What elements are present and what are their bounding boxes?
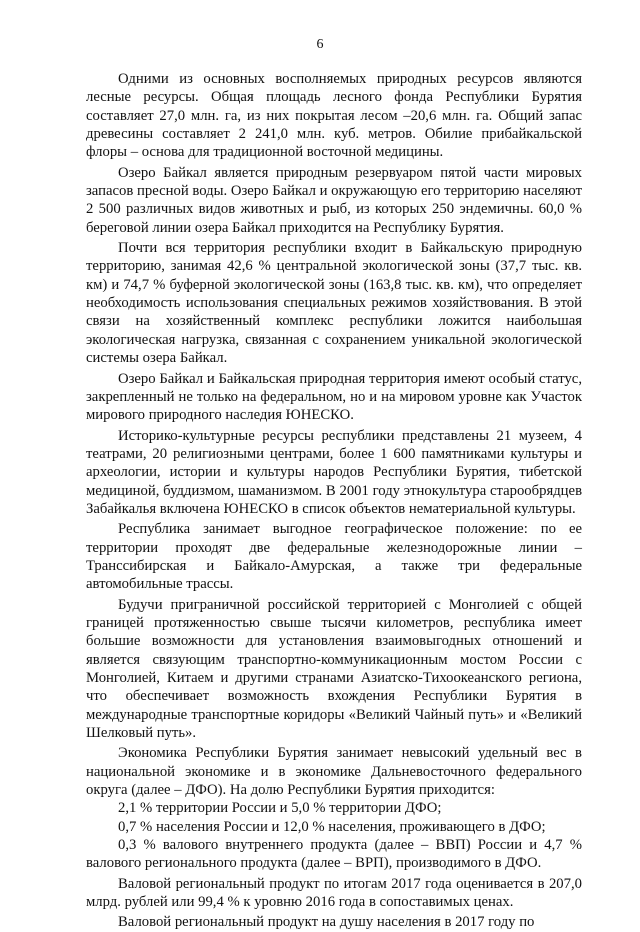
paragraph-unesco-status: Озеро Байкал и Байкальская природная территория имеют особый статус, закрепленный не только на федеральном, но и на мировом уровне как Участок мирового природного наследия ЮНЕСКО. xyxy=(86,370,582,424)
paragraph-grp-per-capita: Валовой региональный продукт на душу населения в 2017 году по xyxy=(118,914,535,931)
paragraph-lake-baikal-water: Озеро Байкал является природным резервуаром пятой части мировых запасов пресной воды. Озеро Байкал и окружающую его территорию населяют 2 500 различных видов животных и рыб, из которых 250 эндемичны. 60,0 % береговой линии озера Байкал приходится на Республику Бурятия. xyxy=(86,164,582,236)
list-item-territory: 2,1 % территории России и 5,0 % территории ДФО; xyxy=(118,800,442,817)
paragraph-border-mongolia: Будучи приграничной российской территорией с Монголией с общей границей протяженностью свыше тысячи километров, республика имеет большие возможности для установления взаимовыгодных отношений и является связующим транспортно-коммуникационным мостом России с Монголией, Китаем и другими странами Азиатско-Тихоокеанского региона, что обеспечивает возможность вхождения Республики Бурятия в международные транспортные коридоры «Великий Чайный путь» и «Великий Шелковый путь». xyxy=(86,596,582,742)
page-number: 6 xyxy=(316,37,324,52)
paragraph-forest-resources: Одними из основных восполняемых природных ресурсов являются лесные ресурсы. Общая площадь лесного фонда Республики Бурятия составляет 27,0 млн. га, из них покрытая лесом –20,6 млн. га. Общий запас древесины составляет 2 241,0 млн. куб. метров. Обилие прибайкальской флоры – основа для традиционной восточной медицины. xyxy=(86,71,582,161)
paragraph-cultural-resources: Историко-культурные ресурсы республики представлены 21 музеем, 4 театрами, 20 религиозными центрами, более 1 600 памятниками культуры и археологии, истории и культуры народов Республики Бурятия, тибетской медициной, буддизмом, шаманизмом. В 2001 году этнокультура старообрядцев Забайкалья включена ЮНЕСКО в список объектов нематериальной культуры. xyxy=(86,427,582,517)
paragraph-baikal-territory: Почти вся территория республики входит в Байкальскую природную территорию, занимая 42,6 % центральной экологической зоны (37,7 тыс. кв. км) и 74,7 % буферной экологической зоны (163,8 тыс. кв. км), что определяет необходимость использования специальных режимов хозяйствования. В этой связи на хозяйственный комплекс республики ложится наибольшая экологическая нагрузка, связанная с сохранением уникальной экологической системы озера Байкал. xyxy=(86,240,582,367)
list-item-population: 0,7 % населения России и 12,0 % населения, проживающего в ДФО; xyxy=(118,818,546,835)
document-body xyxy=(86,70,582,932)
list-item-gdp: 0,3 % валового внутреннего продукта (далее – ВВП) России и 4,7 % валового регионального продукта (далее – ВРП), производимого в ДФО. xyxy=(86,837,582,872)
paragraph-economy-share: Экономика Республики Бурятия занимает невысокий удельный вес в национальной экономике и в экономике Дальневосточного федерального округа (далее – ДФО). На долю Республики Бурятия приходится: xyxy=(86,745,582,799)
paragraph-grp-2017: Валовой региональный продукт по итогам 2017 года оценивается в 207,0 млрд. рублей или 99,4 % к уровню 2016 года в сопоставимых ценах. xyxy=(86,875,582,911)
paragraph-geographic-position: Республика занимает выгодное географическое положение: по ее территории проходят две федеральные железнодорожные линии – Транссибирская и Байкало-Амурская, а также три федеральные автомобильные трассы. xyxy=(86,521,582,593)
